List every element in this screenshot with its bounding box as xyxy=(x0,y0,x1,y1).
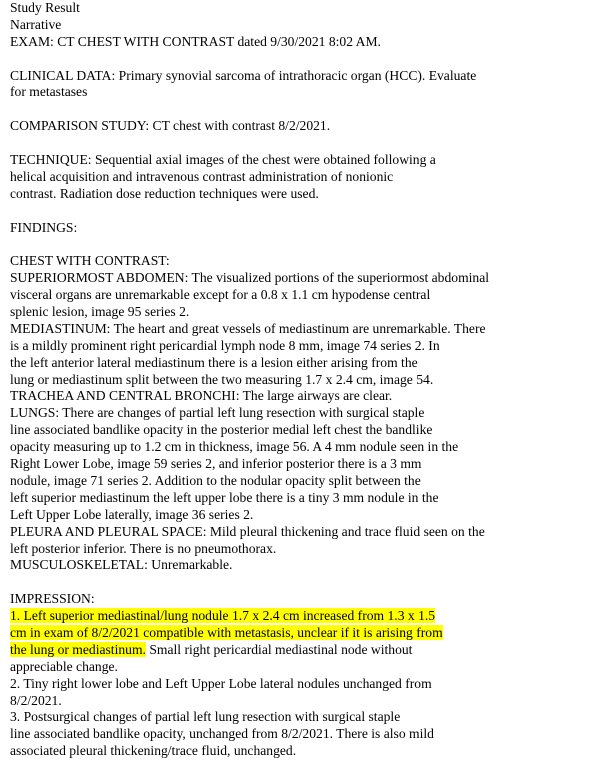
technique-line: TECHNIQUE: Sequential axial images of the chest were obtained following a xyxy=(10,152,436,168)
findings-line: Right Lower Lobe, image 59 series 2, and inferior posterior there is a 3 mm xyxy=(10,456,422,472)
impression-item-1: appreciable change. xyxy=(10,658,118,674)
impression-item-2: 2. Tiny right lower lobe and Left Upper Lobe lateral nodules unchanged from xyxy=(10,675,432,691)
findings-line: MUSCULOSKELETAL: Unremarkable. xyxy=(10,557,233,573)
findings-line: line associated bandlike opacity in the posterior medial left chest the bandlike xyxy=(10,422,433,438)
exam-line: EXAM: CT CHEST WITH CONTRAST dated 9/30/2021 8:02 AM. xyxy=(10,33,381,49)
findings-line: opacity measuring up to 1.2 cm in thickness, image 56. A 4 mm nodule seen in the xyxy=(10,439,459,455)
findings-line: lung or mediastinum split between the two measuring 1.7 x 2.4 cm, image 54. xyxy=(10,371,434,387)
findings-line: TRACHEA AND CENTRAL BRONCHI: The large airways are clear. xyxy=(10,388,393,404)
findings-heading: FINDINGS: xyxy=(10,219,78,235)
impression-item-2: 8/2/2021. xyxy=(10,692,62,708)
impression-heading: IMPRESSION: xyxy=(10,591,95,607)
findings-line: left superior mediastinum the left upper lobe there is a tiny 3 mm nodule in the xyxy=(10,489,439,505)
findings-line: splenic lesion, image 95 series 2. xyxy=(10,304,190,320)
impression-text: Small right pericardial mediastinal node without xyxy=(145,641,413,657)
impression-item-1 xyxy=(10,608,605,625)
findings-line: CHEST WITH CONTRAST: xyxy=(10,253,170,269)
findings-line: SUPERIORMOST ABDOMEN: The visualized portions of the superiormost abdominal xyxy=(10,270,490,286)
findings-line: Left Upper Lobe laterally, image 36 series 2. xyxy=(10,506,254,522)
technique-line: contrast. Radiation dose reduction techniques were used. xyxy=(10,185,319,201)
clinical-data-line: for metastases xyxy=(10,84,88,100)
impression-item-3: associated pleural thickening/trace fluid, unchanged. xyxy=(10,743,297,759)
impression-item-3: 3. Postsurgical changes of partial left lung resection with surgical staple xyxy=(10,709,401,725)
findings-line: left posterior inferior. There is no pneumothorax. xyxy=(10,540,277,556)
findings-line: nodule, image 71 series 2. Addition to the nodular opacity split between the xyxy=(10,472,421,488)
comparison-study: COMPARISON STUDY: CT chest with contrast 8/2/2021. xyxy=(10,118,331,134)
impression-item-3: line associated bandlike opacity, unchanged from 8/2/2021. There is also mild xyxy=(10,726,434,742)
findings-line: is a mildly prominent right pericardial lymph node 8 mm, image 74 series 2. In xyxy=(10,337,440,353)
findings-line: MEDIASTINUM: The heart and great vessels of mediastinum are unremarkable. There xyxy=(10,320,486,336)
clinical-data-line: CLINICAL DATA: Primary synovial sarcoma of intrathoracic organ (HCC). Evaluate xyxy=(10,67,477,83)
findings-line: PLEURA AND PLEURAL SPACE: Mild pleural thickening and trace fluid seen on the xyxy=(10,523,485,539)
highlighted-text: cm in exam of 8/2/2021 compatible with metastasis, unclear if it is arising from xyxy=(10,624,443,640)
report-type: Narrative xyxy=(10,16,62,32)
impression-item-1 xyxy=(10,625,605,642)
highlighted-text: the lung or mediastinum. xyxy=(10,641,146,657)
study-result-title: Study Result xyxy=(10,0,80,15)
technique-line: helical acquisition and intravenous contrast administration of nonionic xyxy=(10,168,394,184)
findings-line: visceral organs are unremarkable except for a 0.8 x 1.1 cm hypodense central xyxy=(10,287,431,303)
highlighted-text: 1. Left superior mediastinal/lung nodule 1.7 x 2.4 cm increased from 1.3 x 1.5 xyxy=(10,608,436,624)
findings-line: LUNGS: There are changes of partial left lung resection with surgical staple xyxy=(10,405,425,421)
impression-item-1 xyxy=(10,642,605,659)
findings-line: the left anterior lateral mediastinum there is a lesion either arising from the xyxy=(10,354,418,370)
